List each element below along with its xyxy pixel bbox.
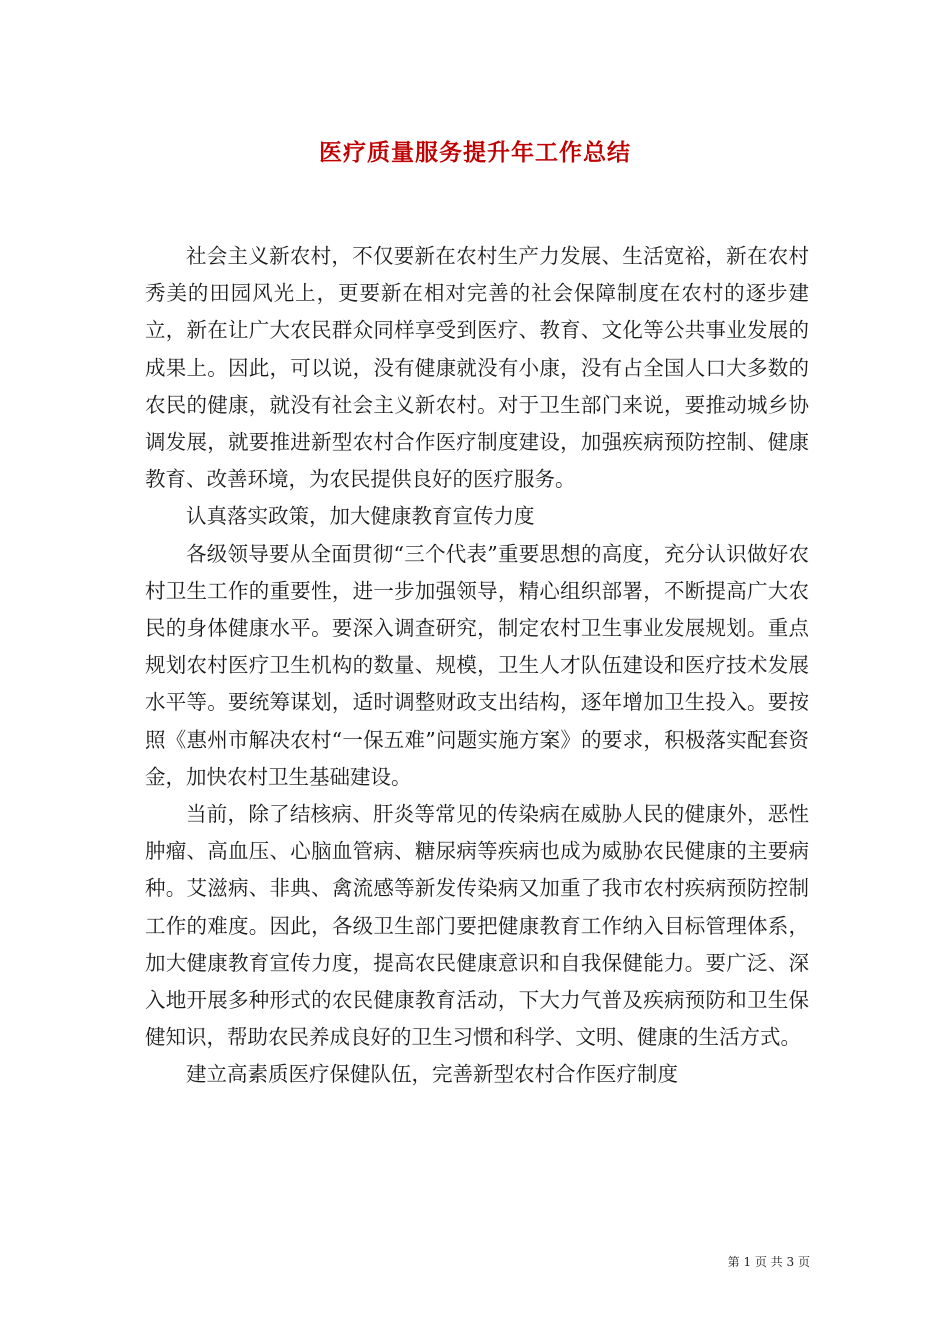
- document-title: 医疗质量服务提升年工作总结: [319, 140, 631, 166]
- document-body: [145, 238, 809, 1094]
- section-heading-team: 建立高素质医疗保健队伍，完善新型农村合作医疗制度: [186, 1062, 678, 1087]
- paragraph-disease: 当前，除了结核病、肝炎等常见的传染病在威胁人民的健康外，恶性肿瘤、高血压、心脑血管病、糖尿病等疾病也成为威胁农民健康的主要病种。艾滋病、非典、禽流感等新发传染病又加重了我市农村疾病预防控制工作的难度。因此，各级卫生部门要把健康教育工作纳入目标管理体系，加大健康教育宣传力度，提高农民健康意识和自我保健能力。要广泛、深入地开展多种形式的农民健康教育活动，下大力气普及疾病预防和卫生保健知识，帮助农民养成良好的卫生习惯和科学、文明、健康的生活方式。: [145, 802, 809, 1050]
- paragraph-leadership: 各级领导要从全面贯彻“三个代表”重要思想的高度，充分认识做好农村卫生工作的重要性，进一步加强领导，精心组织部署，不断提高广大农民的身体健康水平。要深入调查研究，制定农村卫生事业发展规划。重点规划农村医疗卫生机构的数量、规模，卫生人才队伍建设和医疗技术发展水平等。要统筹谋划，适时调整财政支出结构，逐年增加卫生投入。要按照《惠州市解决农村“一保五难”问题实施方案》的要求，积极落实配套资金，加快农村卫生基础建设。: [145, 541, 809, 789]
- paragraph-intro: 社会主义新农村，不仅要新在农村生产力发展、生活宽裕，新在农村秀美的田园风光上，更要新在相对完善的社会保障制度在农村的逐步建立，新在让广大农民群众同样享受到医疗、教育、文化等公共事业发展的成果上。因此，可以说，没有健康就没有小康，没有占全国人口大多数的农民的健康，就没有社会主义新农村。对于卫生部门来说，要推动城乡协调发展，就要推进新型农村合作医疗制度建设，加强疾病预防控制、健康教育、改善环境，为农民提供良好的医疗服务。: [145, 244, 809, 492]
- page-number: 第 1 页 共 3 页: [727, 1255, 810, 1269]
- section-heading-policy: 认真落实政策，加大健康教育宣传力度: [186, 504, 535, 529]
